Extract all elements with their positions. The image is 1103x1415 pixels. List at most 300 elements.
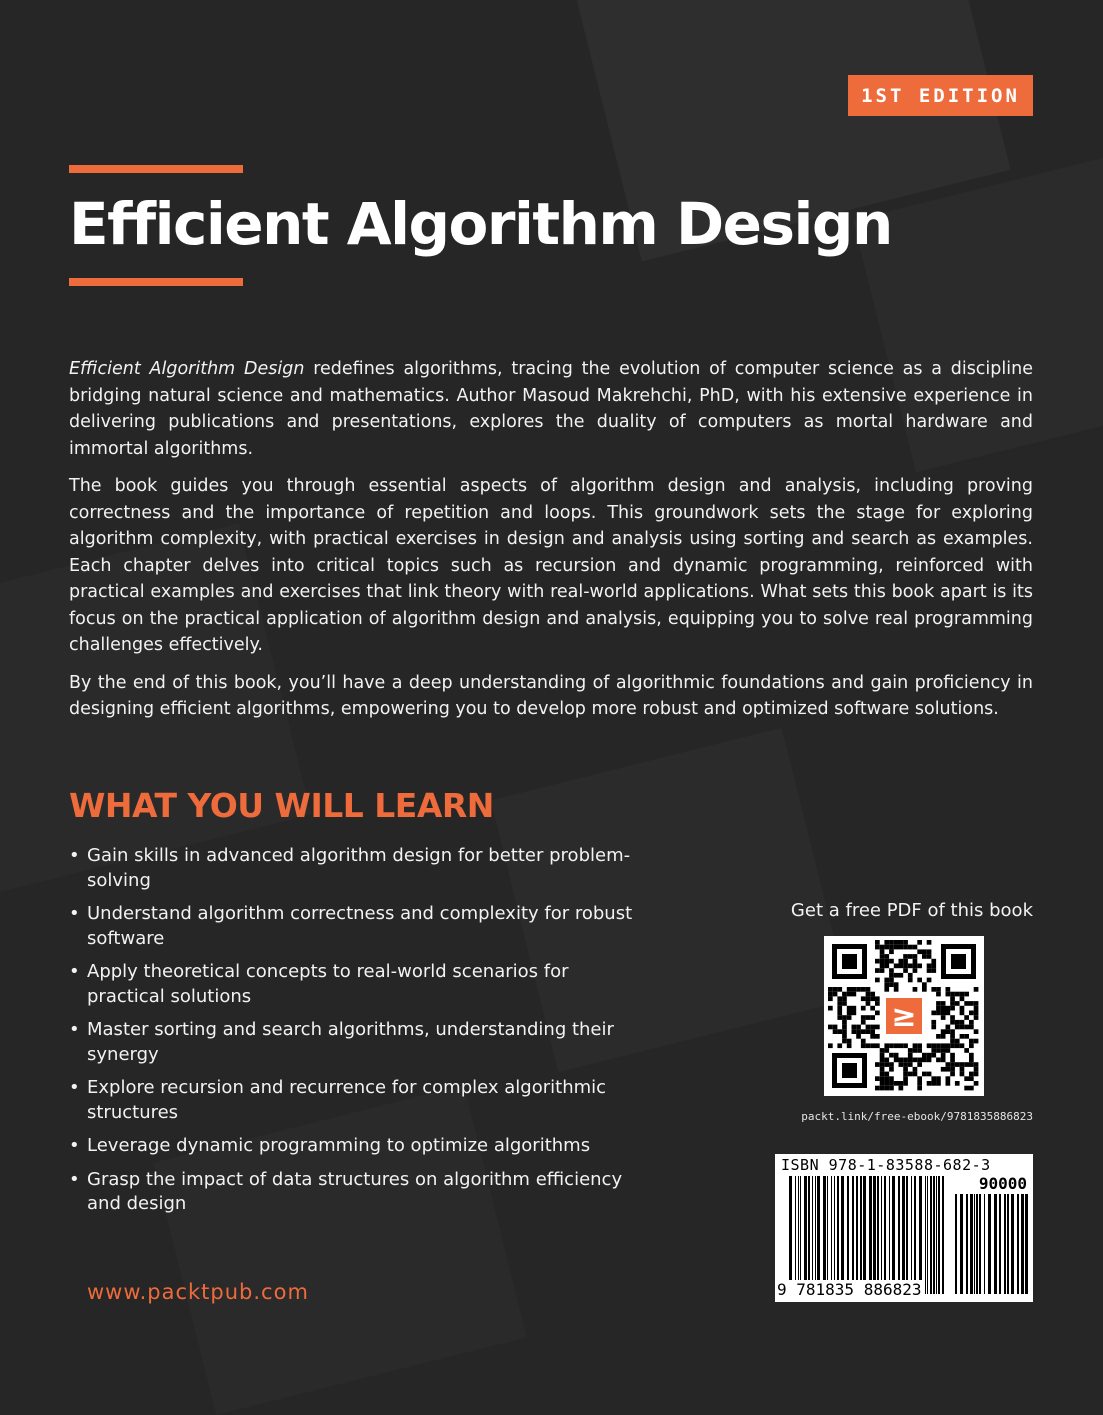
qr-module <box>960 992 965 997</box>
qr-module <box>899 1058 904 1063</box>
qr-module <box>861 996 866 1001</box>
qr-module <box>903 959 908 964</box>
qr-module <box>833 992 838 997</box>
qr-module <box>946 1029 951 1034</box>
qr-module <box>903 1062 908 1067</box>
qr-module <box>880 1048 885 1053</box>
qr-module <box>899 1062 904 1067</box>
qr-module <box>852 992 857 997</box>
qr-module <box>847 1011 852 1016</box>
qr-module <box>884 1062 889 1067</box>
barcode-bar <box>800 1176 801 1294</box>
qr-module <box>927 968 932 973</box>
qr-module <box>894 964 899 969</box>
qr-code[interactable] <box>824 936 984 1096</box>
qr-module <box>842 1034 847 1039</box>
qr-module <box>946 1043 951 1048</box>
qr-module <box>847 1039 852 1044</box>
qr-module <box>974 1081 979 1086</box>
barcode-bar <box>873 1176 876 1294</box>
learn-item <box>69 1134 649 1159</box>
qr-module <box>964 1001 969 1006</box>
qr-module <box>884 945 889 950</box>
qr-module <box>837 1001 842 1006</box>
qr-module <box>884 940 889 945</box>
qr-module <box>931 964 936 969</box>
barcode-bar <box>1004 1194 1006 1294</box>
qr-code-graphic <box>824 936 984 1096</box>
qr-module <box>913 987 918 992</box>
qr-module <box>917 1048 922 1053</box>
qr-module <box>852 1025 857 1030</box>
qr-module <box>927 954 932 959</box>
barcode-bar <box>960 1194 963 1294</box>
barcode-bar <box>933 1176 935 1294</box>
barcode-bar <box>966 1194 968 1294</box>
qr-module <box>870 1006 875 1011</box>
qr-module <box>936 1048 941 1053</box>
qr-module <box>875 1011 880 1016</box>
qr-module <box>964 1034 969 1039</box>
qr-module <box>941 1034 946 1039</box>
qr-module <box>828 992 833 997</box>
qr-module <box>842 1020 847 1025</box>
qr-module <box>880 964 885 969</box>
qr-module <box>889 1062 894 1067</box>
qr-module <box>908 945 913 950</box>
qr-module <box>931 987 936 992</box>
qr-module <box>960 1011 965 1016</box>
qr-module <box>889 959 894 964</box>
qr-module <box>884 959 889 964</box>
qr-module <box>931 1076 936 1081</box>
qr-module <box>922 954 927 959</box>
qr-module <box>950 1039 955 1044</box>
qr-module <box>950 1062 955 1067</box>
qr-module <box>936 1058 941 1063</box>
qr-module <box>922 1053 927 1058</box>
qr-module <box>922 982 927 987</box>
description-text: redefines algorithms, tracing the evolution of computer science as a discipline bridging natural science and mathematics. Author Masoud Makrehchi, PhD, with his extensive experience in delivering publications and presentations, explores the duality of computers as mortal hardware and immortal algorithms. <box>69 359 1033 459</box>
qr-module <box>946 1025 951 1030</box>
barcode-bar <box>979 1194 981 1294</box>
book-title: Efficient Algorithm Design <box>69 190 892 258</box>
learn-item-text: Explore recursion and recurrence for complex algorithmic structures <box>87 1077 607 1123</box>
qr-module <box>875 1062 880 1067</box>
qr-module <box>903 964 908 969</box>
barcode-bar <box>815 1176 816 1294</box>
qr-module <box>936 1076 941 1081</box>
bullet: • <box>69 1077 80 1098</box>
barcode-bar <box>1007 1194 1009 1294</box>
barcode-bar <box>860 1176 862 1294</box>
qr-module <box>941 1053 946 1058</box>
qr-module <box>875 940 880 945</box>
description-book-title: Efficient Algorithm Design <box>69 359 305 379</box>
qr-module <box>837 1011 842 1016</box>
qr-module <box>927 1072 932 1077</box>
qr-module <box>852 987 857 992</box>
qr-module <box>941 1067 946 1072</box>
qr-module <box>941 1006 946 1011</box>
qr-module <box>889 945 894 950</box>
qr-module <box>870 992 875 997</box>
qr-module <box>913 959 918 964</box>
learn-item <box>69 844 649 893</box>
qr-module <box>903 1067 908 1072</box>
barcode-bar <box>974 1194 975 1294</box>
qr-module <box>908 978 913 983</box>
qr-module <box>936 1043 941 1048</box>
qr-module <box>946 987 951 992</box>
qr-module <box>922 949 927 954</box>
qr-module <box>870 1025 875 1030</box>
qr-module <box>936 1034 941 1039</box>
qr-module <box>880 1062 885 1067</box>
qr-module <box>866 996 871 1001</box>
qr-module <box>931 1043 936 1048</box>
qr-module <box>960 1067 965 1072</box>
qr-module <box>960 1043 965 1048</box>
qr-module <box>842 1039 847 1044</box>
qr-module <box>931 959 936 964</box>
qr-module <box>880 1072 885 1077</box>
barcode-bar <box>984 1194 985 1294</box>
qr-module <box>861 1039 866 1044</box>
qr-module <box>875 1001 880 1006</box>
learn-item <box>69 1076 649 1125</box>
qr-module <box>861 987 866 992</box>
barcode-bar <box>988 1194 991 1294</box>
qr-module <box>950 1058 955 1063</box>
qr-module <box>941 1043 946 1048</box>
qr-module <box>964 1076 969 1081</box>
qr-module <box>931 1048 936 1053</box>
qr-module <box>922 1058 927 1063</box>
qr-module <box>913 954 918 959</box>
qr-module <box>941 1015 946 1020</box>
qr-module <box>969 1039 974 1044</box>
qr-module <box>946 1067 951 1072</box>
qr-module <box>856 987 861 992</box>
qr-module <box>899 940 904 945</box>
qr-module <box>884 964 889 969</box>
qr-module <box>889 1081 894 1086</box>
qr-module <box>828 1025 833 1030</box>
qr-module <box>899 959 904 964</box>
qr-module <box>950 1029 955 1034</box>
qr-module <box>941 1048 946 1053</box>
qr-module <box>922 1072 927 1077</box>
qr-module <box>927 940 932 945</box>
qr-module <box>847 987 852 992</box>
qr-module <box>828 1006 833 1011</box>
qr-module <box>903 1076 908 1081</box>
qr-module <box>861 1020 866 1025</box>
description <box>69 356 1033 734</box>
qr-module <box>847 992 852 997</box>
qr-module <box>931 1020 936 1025</box>
qr-module <box>941 1058 946 1063</box>
qr-module <box>856 1034 861 1039</box>
barcode-bar <box>999 1194 1001 1294</box>
qr-module <box>889 940 894 945</box>
qr-module <box>884 954 889 959</box>
learn-item <box>69 1018 649 1067</box>
learn-list <box>69 844 649 1226</box>
qr-module <box>866 1029 871 1034</box>
packt-logo-icon: ≥ <box>891 999 917 1034</box>
qr-module <box>861 1015 866 1020</box>
barcode-bar <box>898 1176 900 1294</box>
barcode-bar <box>902 1176 905 1294</box>
barcode-bar <box>889 1176 890 1294</box>
qr-module <box>861 1043 866 1048</box>
qr-module <box>969 1001 974 1006</box>
qr-module <box>847 1006 852 1011</box>
qr-module <box>875 1086 880 1091</box>
bullet: • <box>69 1019 80 1040</box>
qr-module <box>964 992 969 997</box>
barcode-bar <box>925 1176 926 1294</box>
barcode-bar <box>789 1176 792 1294</box>
barcode-bar <box>927 1176 928 1294</box>
qr-module <box>950 1006 955 1011</box>
qr-module <box>833 1029 838 1034</box>
qr-module <box>889 949 894 954</box>
barcode-bar <box>808 1176 810 1294</box>
bullet: • <box>69 845 80 866</box>
qr-module <box>894 940 899 945</box>
isbn-text: ISBN 978-1-83588-682-3 <box>781 1156 991 1174</box>
qr-module <box>880 949 885 954</box>
qr-module <box>899 1043 904 1048</box>
price-code: 90000 <box>978 1174 1027 1193</box>
qr-module <box>880 1053 885 1058</box>
barcode-bar <box>847 1176 849 1294</box>
title-rule-top <box>69 165 243 173</box>
qr-module <box>852 1011 857 1016</box>
qr-module <box>955 1062 960 1067</box>
learn-item-text: Gain skills in advanced algorithm design for better problem-solving <box>87 845 631 891</box>
qr-module <box>884 1058 889 1063</box>
qr-module <box>894 1043 899 1048</box>
isbn-barcode <box>775 1154 1033 1302</box>
qr-module <box>960 1062 965 1067</box>
qr-module <box>903 1072 908 1077</box>
qr-module <box>837 1029 842 1034</box>
description-paragraph: By the end of this book, you’ll have a deep understanding of algorithmic foundations and gain proficiency in designing efficient algorithms, empowering you to develop more robust and optimized software solutions. <box>69 672 1033 719</box>
qr-module <box>899 1086 904 1091</box>
website-link[interactable]: www.packtpub.com <box>87 1280 309 1304</box>
qr-module <box>974 987 979 992</box>
qr-module <box>889 973 894 978</box>
qr-module <box>866 987 871 992</box>
qr-module <box>842 996 847 1001</box>
qr-module <box>950 1043 955 1048</box>
qr-module <box>936 992 941 997</box>
qr-module <box>875 996 880 1001</box>
qr-module <box>960 996 965 1001</box>
qr-module <box>917 1062 922 1067</box>
qr-module <box>903 954 908 959</box>
barcode-bar <box>930 1176 932 1294</box>
barcode-bar <box>892 1176 895 1294</box>
ean-digits: 9 781835 886823 <box>777 1280 922 1299</box>
learn-item <box>69 1168 649 1217</box>
qr-module <box>927 1081 932 1086</box>
learn-item-text: Leverage dynamic programming to optimize algorithms <box>87 1135 591 1156</box>
barcode-bar <box>942 1176 944 1294</box>
barcode-bar <box>823 1176 826 1294</box>
qr-module <box>969 1025 974 1030</box>
barcode-bar <box>812 1176 813 1294</box>
qr-module <box>913 1048 918 1053</box>
qr-module <box>913 1072 918 1077</box>
free-ebook-url[interactable]: packt.link/free-ebook/9781835886823 <box>801 1110 1033 1123</box>
qr-module <box>927 964 932 969</box>
qr-module <box>955 1001 960 1006</box>
qr-module <box>946 1048 951 1053</box>
qr-module <box>856 1029 861 1034</box>
qr-module <box>917 1043 922 1048</box>
learn-item-text: Apply theoretical concepts to real-world scenarios for practical solutions <box>87 961 569 1007</box>
qr-module <box>922 987 927 992</box>
qr-module <box>828 996 833 1001</box>
barcode-bar <box>1025 1194 1028 1294</box>
qr-module <box>903 945 908 950</box>
qr-module <box>927 949 932 954</box>
qr-module <box>917 978 922 983</box>
barcode-bar <box>1021 1194 1024 1294</box>
qr-module <box>884 1048 889 1053</box>
learn-item <box>69 902 649 951</box>
qr-module <box>917 1081 922 1086</box>
qr-module <box>946 1062 951 1067</box>
qr-module <box>880 945 885 950</box>
qr-module <box>917 949 922 954</box>
barcode-bar <box>834 1176 835 1294</box>
qr-module <box>955 1043 960 1048</box>
bullet: • <box>69 903 80 924</box>
qr-module <box>936 1011 941 1016</box>
qr-module <box>870 1015 875 1020</box>
qr-module <box>974 1067 979 1072</box>
barcode-bar <box>936 1176 937 1294</box>
qr-module <box>908 954 913 959</box>
bullet: • <box>69 1168 80 1190</box>
qr-module <box>880 1086 885 1091</box>
qr-module <box>903 968 908 973</box>
qr-module <box>969 1011 974 1016</box>
qr-module <box>936 1081 941 1086</box>
qr-module <box>974 1015 979 1020</box>
free-pdf-label: Get a free PDF of this book <box>790 900 1033 921</box>
qr-module <box>861 1029 866 1034</box>
qr-module <box>955 1081 960 1086</box>
qr-module <box>875 968 880 973</box>
qr-module <box>969 1072 974 1077</box>
barcode-bar <box>877 1176 879 1294</box>
qr-module <box>875 1076 880 1081</box>
qr-module <box>889 978 894 983</box>
qr-module <box>908 1072 913 1077</box>
learn-item-text: Master sorting and search algorithms, understanding their synergy <box>87 1019 614 1065</box>
qr-module <box>889 1043 894 1048</box>
qr-module <box>908 1062 913 1067</box>
qr-module <box>960 1025 965 1030</box>
qr-module <box>946 1006 951 1011</box>
qr-module <box>936 1006 941 1011</box>
bullet: • <box>69 1135 80 1156</box>
qr-module <box>828 987 833 992</box>
qr-module <box>889 1067 894 1072</box>
qr-module <box>908 964 913 969</box>
qr-module <box>880 1058 885 1063</box>
qr-module <box>833 987 838 992</box>
barcode-bar <box>827 1176 828 1294</box>
qr-module <box>913 1058 918 1063</box>
qr-module <box>903 1043 908 1048</box>
qr-module <box>884 1086 889 1091</box>
description-paragraph: The book guides you through essential aspects of algorithm design and analysis, including proving correctness and the importance of repetition and loops. This groundwork sets the stage for exploring algorithm complexity, with practical exercises in design and analysis using sorting and search as examples. Each chapter delves into critical topics such as recursion and dynamic programming, reinforced with practical examples and exercises that link theory with real-world applications. What sets this book apart is its focus on the practical application of algorithm design and analysis, equipping you to solve real programming challenges effectively. <box>69 476 1033 655</box>
qr-module <box>927 1053 932 1058</box>
qr-module <box>917 1086 922 1091</box>
qr-module <box>950 1072 955 1077</box>
qr-module <box>960 1034 965 1039</box>
qr-module <box>931 968 936 973</box>
qr-module <box>946 1081 951 1086</box>
barcode-bar <box>856 1176 858 1294</box>
qr-module <box>828 1043 833 1048</box>
qr-module <box>969 1020 974 1025</box>
qr-module <box>931 1053 936 1058</box>
qr-module <box>964 1025 969 1030</box>
qr-module <box>950 992 955 997</box>
qr-module <box>974 1029 979 1034</box>
qr-module <box>950 1001 955 1006</box>
barcode-bar <box>837 1176 839 1294</box>
qr-module <box>899 964 904 969</box>
qr-module <box>964 1062 969 1067</box>
qr-module <box>875 978 880 983</box>
qr-module <box>889 982 894 987</box>
qr-module <box>927 1058 932 1063</box>
qr-module <box>842 1001 847 1006</box>
qr-module <box>941 1029 946 1034</box>
qr-module <box>842 992 847 997</box>
barcode-bar <box>1011 1194 1014 1294</box>
qr-module <box>946 1076 951 1081</box>
qr-module <box>884 987 889 992</box>
qr-module <box>936 987 941 992</box>
qr-module <box>852 1029 857 1034</box>
barcode-bar <box>911 1176 912 1294</box>
learn-item-text: Grasp the impact of data structures on algorithm efficiency and design <box>87 1168 623 1214</box>
qr-module <box>950 1020 955 1025</box>
qr-module <box>936 1001 941 1006</box>
barcode-bar <box>863 1176 866 1294</box>
qr-module <box>913 968 918 973</box>
qr-module <box>931 1025 936 1030</box>
qr-module <box>960 1006 965 1011</box>
qr-module <box>964 1015 969 1020</box>
barcode-bar <box>914 1176 916 1294</box>
qr-module <box>889 1086 894 1091</box>
qr-module <box>950 1067 955 1072</box>
barcode-bar <box>841 1176 844 1294</box>
qr-module <box>894 945 899 950</box>
